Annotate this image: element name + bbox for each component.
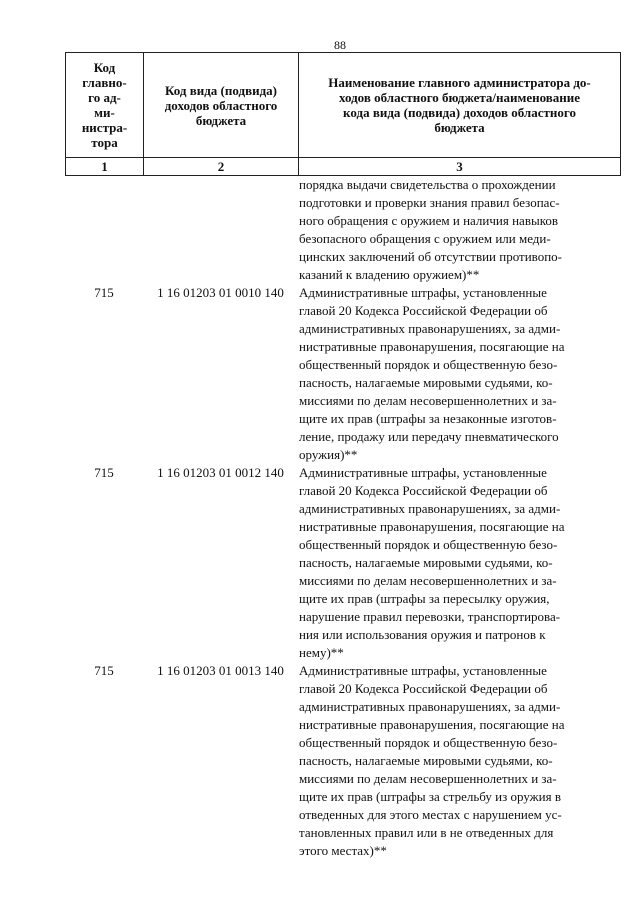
type-code: 1 16 01203 01 0010 140 xyxy=(157,285,284,300)
text-line: общественный порядок и общественную безо- xyxy=(299,735,558,750)
text-line: безопасного обращения с оружием или меди- xyxy=(299,231,551,246)
revenue-name xyxy=(299,284,615,464)
text-line: Административные штрафы, установленные xyxy=(299,663,547,678)
admin-code: 715 xyxy=(94,465,114,480)
continued-text xyxy=(299,176,615,284)
column-number-3: 3 xyxy=(299,158,621,176)
text-line: миссиями по делам несовершеннолетних и за- xyxy=(299,771,557,786)
text-line: общественный порядок и общественную безо- xyxy=(299,357,558,372)
text-line: миссиями по делам несовершеннолетних и за- xyxy=(299,393,557,408)
type-code: 1 16 01203 01 0013 140 xyxy=(157,663,284,678)
header-col2-line: бюджета xyxy=(195,112,247,128)
revenue-name xyxy=(299,464,615,662)
text-line: главой 20 Кодекса Российской Федерации об xyxy=(299,303,548,318)
text-line: ного обращения с оружием и наличия навыков xyxy=(299,213,558,228)
column-number-row xyxy=(66,158,621,176)
text-line: нему)** xyxy=(299,645,344,660)
page-number: 88 xyxy=(334,38,346,52)
table-body xyxy=(65,176,620,860)
text-line: порядка выдачи свидетельства о прохождении xyxy=(299,177,556,192)
revenue-name xyxy=(299,662,615,860)
header-col3-line: ходов областного бюджета/наименование xyxy=(338,90,581,105)
text-line: ление, продажу или передачу пневматического xyxy=(299,429,559,444)
header-col1-line: ми- xyxy=(94,105,115,120)
table-row xyxy=(65,464,620,662)
admin-code: 715 xyxy=(94,663,114,678)
text-line: общественный порядок и общественную безо- xyxy=(299,537,558,552)
text-line: цинских заключений об отсутствии противопо- xyxy=(299,249,563,264)
text-line: нистративные правонарушения, посягающие на xyxy=(299,717,565,732)
text-line: административных правонарушениях, за адми- xyxy=(299,699,561,714)
text-line: административных правонарушениях, за адми- xyxy=(299,501,561,516)
type-code: 1 16 01203 01 0012 140 xyxy=(157,465,284,480)
header-col3-line: кода вида (подвида) доходов областного xyxy=(343,105,576,120)
text-line: оружия)** xyxy=(299,447,358,462)
header-col1-line: го ад- xyxy=(88,90,121,105)
header-col1-line: Код xyxy=(93,60,116,75)
header-row xyxy=(66,53,621,158)
column-number-1: 1 xyxy=(66,158,144,176)
text-line: тановленных правил или в не отведенных для xyxy=(299,825,554,840)
text-line: миссиями по делам несовершеннолетних и за- xyxy=(299,573,557,588)
header-col3-line: Наименование главного администратора до- xyxy=(328,75,591,90)
text-line: подготовки и проверки знания правил безопас- xyxy=(299,195,560,210)
text-line: пасность, налагаемые мировыми судьями, ко- xyxy=(299,753,553,768)
header-type-code xyxy=(144,53,299,158)
text-line: щите их прав (штрафы за пересылку оружия, xyxy=(299,591,550,606)
header-admin-code xyxy=(66,53,144,158)
revenue-codes-table-header xyxy=(65,52,621,176)
header-col1-line: тора xyxy=(91,135,118,150)
column-number-2: 2 xyxy=(144,158,299,176)
text-line: пасность, налагаемые мировыми судьями, ко- xyxy=(299,375,553,390)
header-col2-line: доходов областного xyxy=(164,97,278,113)
text-line: Административные штрафы, установленные xyxy=(299,285,547,300)
text-line: этого местах)** xyxy=(299,843,387,858)
text-line: щите их прав (штрафы за незаконные изготов- xyxy=(299,411,557,426)
text-line: главой 20 Кодекса Российской Федерации об xyxy=(299,681,548,696)
table-row xyxy=(65,662,620,860)
text-line: административных правонарушениях, за адми- xyxy=(299,321,561,336)
text-line: ния или использования оружия и патронов к xyxy=(299,627,546,642)
table-row xyxy=(65,284,620,464)
text-line: нистративные правонарушения, посягающие на xyxy=(299,519,565,534)
text-line: казаний к владению оружием)** xyxy=(299,267,480,282)
header-col1-line: главно- xyxy=(82,75,127,90)
header-col2-line: Код вида (подвида) xyxy=(164,82,277,98)
text-line: пасность, налагаемые мировыми судьями, ко- xyxy=(299,555,553,570)
text-line: Административные штрафы, установленные xyxy=(299,465,547,480)
header-col3-line: бюджета xyxy=(434,120,485,135)
admin-code: 715 xyxy=(94,285,114,300)
text-line: нистративные правонарушения, посягающие на xyxy=(299,339,565,354)
text-line: отведенных для этого местах с нарушением ус- xyxy=(299,807,562,822)
text-line: нарушение правил перевозки, транспортирова- xyxy=(299,609,561,624)
text-line: главой 20 Кодекса Российской Федерации об xyxy=(299,483,548,498)
text-line: щите их прав (штрафы за стрельбу из оружия в xyxy=(299,789,561,804)
header-col1-line: нистра- xyxy=(81,120,128,135)
header-name xyxy=(299,53,621,158)
